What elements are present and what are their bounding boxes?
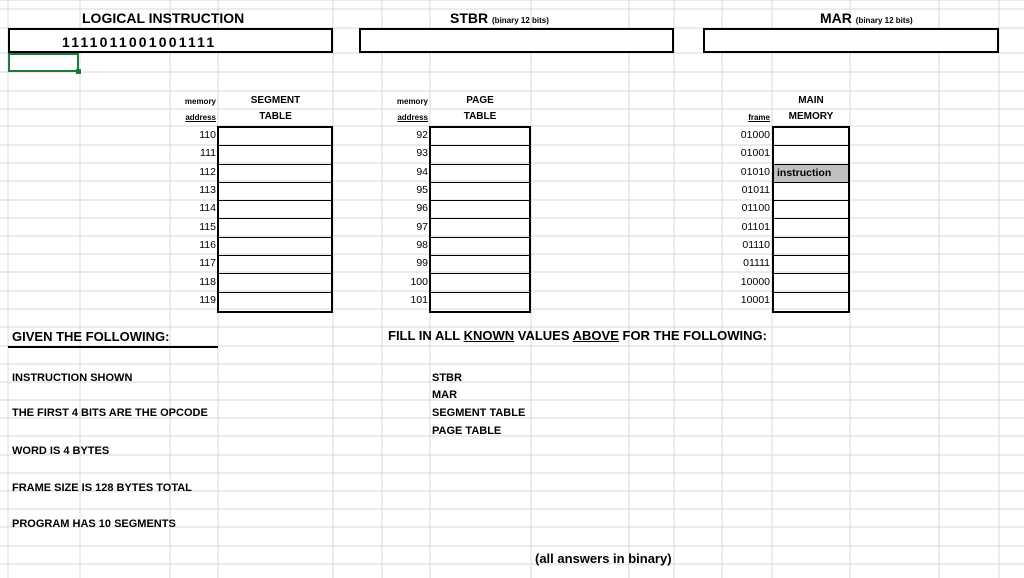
segment-address-8: 117 [199,257,216,270]
frame-number-1: 01000 [740,129,770,142]
given-title: GIVEN THE FOLLOWING: [12,329,170,344]
segment-table-cell-2[interactable] [219,146,331,164]
page-table-cell-9[interactable] [431,274,529,292]
stbr-title [450,10,549,26]
stbr-title-note: (binary 12 bits) [492,16,549,25]
fill-in-item-page-table: PAGE TABLE [432,425,502,437]
main-memory-cell-8[interactable] [774,256,848,274]
main-memory-cell-10[interactable] [774,293,848,311]
given-item-2: THE FIRST 4 BITS ARE THE OPCODE [12,407,208,419]
frame-number-7: 01110 [742,238,770,251]
logical-instruction-value: 1111011001001111 [62,34,217,50]
main-memory-cell-5[interactable] [774,201,848,219]
fill-in-text-2: VALUES [514,328,573,343]
mar-title [820,10,913,26]
page-table [429,126,531,313]
page-table-cell-6[interactable] [431,219,529,237]
main-memory-title-2: MEMORY [788,111,834,122]
page-address-6: 97 [416,220,428,233]
segment-address-3: 112 [199,165,216,178]
segment-address-7: 116 [199,238,216,251]
segment-address-column [170,126,218,309]
segment-address-2: 111 [200,147,216,160]
fill-in-item-stbr: STBR [432,372,462,384]
fill-in-text-1: FILL IN ALL [388,328,464,343]
page-address-10: 101 [410,293,428,306]
logical-instruction-title: LOGICAL INSTRUCTION [82,10,245,26]
given-item-4: FRAME SIZE IS 128 BYTES TOTAL [12,482,192,494]
main-memory-title-1: MAIN [798,95,824,106]
fill-in-instructions [388,328,767,343]
page-col-header-address: address [397,113,428,122]
given-title-underline [8,346,218,348]
fill-in-above: ABOVE [572,328,619,343]
main-memory-table [772,126,850,313]
page-address-column [382,126,430,309]
segment-address-5: 114 [199,202,216,215]
segment-address-10: 119 [199,293,216,306]
fill-in-known: KNOWN [463,328,515,343]
stbr-title-label: STBR [450,10,489,26]
frame-number-3: 01010 [740,165,770,178]
mar-title-note: (binary 12 bits) [855,16,913,25]
page-table-cell-8[interactable] [431,256,529,274]
logical-instruction-box[interactable] [8,28,333,53]
segment-table-title-1: SEGMENT [250,95,301,106]
fill-in-text-3: FOR THE FOLLOWING: [618,328,767,343]
page-address-9: 100 [410,275,428,288]
page-table-cell-4[interactable] [431,183,529,201]
segment-table-title-2: TABLE [259,111,292,122]
segment-col-header-address: address [185,113,216,122]
segment-table-cell-8[interactable] [219,256,331,274]
frame-number-5: 01100 [741,202,770,215]
frame-number-9: 10000 [740,275,770,288]
frame-number-6: 01101 [741,220,770,233]
frame-number-10: 10001 [740,293,770,306]
page-table-cell-10[interactable] [431,293,529,311]
main-memory-col-header-frame: frame [748,113,770,122]
main-memory-cell-7[interactable] [774,238,848,256]
segment-table-cell-3[interactable] [219,165,331,183]
page-table-cell-2[interactable] [431,146,529,164]
segment-table-cell-1[interactable] [219,128,331,146]
page-address-5: 96 [416,202,428,215]
given-item-1: INSTRUCTION SHOWN [12,372,133,384]
mar-box[interactable] [703,28,999,53]
page-address-7: 98 [416,238,428,251]
given-item-5: PROGRAM HAS 10 SEGMENTS [12,518,176,530]
page-address-4: 95 [416,184,428,197]
page-table-title-1: PAGE [466,95,494,106]
frame-number-2: 01001 [740,147,770,160]
mar-title-label: MAR [820,10,852,26]
frame-number-8: 01111 [743,257,770,270]
page-table-title-2: TABLE [463,111,497,122]
footer-note: (all answers in binary) [535,551,672,566]
main-memory-cell-2[interactable] [774,146,848,164]
page-col-header-memory: memory [396,97,428,106]
page-address-8: 99 [416,257,428,270]
main-memory-cell-9[interactable] [774,274,848,292]
active-cell-selection[interactable] [8,53,79,72]
segment-col-header-memory: memory [184,97,216,106]
frame-number-4: 01011 [741,184,770,197]
segment-table-cell-4[interactable] [219,183,331,201]
page-address-3: 94 [416,165,428,178]
segment-address-1: 110 [199,129,216,142]
fill-in-item-mar: MAR [432,389,458,401]
fill-in-item-segment-table: SEGMENT TABLE [432,407,526,419]
segment-table-cell-7[interactable] [219,238,331,256]
page-table-cell-5[interactable] [431,201,529,219]
page-address-2: 93 [416,147,428,160]
segment-table-cell-6[interactable] [219,219,331,237]
frame-column [722,126,772,309]
stbr-box[interactable] [359,28,674,53]
segment-table-cell-9[interactable] [219,274,331,292]
main-memory-cell-4[interactable] [774,183,848,201]
main-memory-cell-1[interactable] [774,128,848,146]
given-item-3: WORD IS 4 BYTES [12,445,110,457]
main-memory-cell-6[interactable] [774,219,848,237]
main-memory-instruction-cell[interactable]: instruction [774,165,848,183]
page-address-1: 92 [416,129,428,142]
segment-table-cell-10[interactable] [219,293,331,311]
page-table-cell-7[interactable] [431,238,529,256]
page-table-cell-3[interactable] [431,165,529,183]
segment-table [217,126,333,313]
segment-table-cell-5[interactable] [219,201,331,219]
segment-address-6: 115 [199,220,216,233]
page-table-cell-1[interactable] [431,128,529,146]
segment-address-4: 113 [199,184,216,197]
segment-address-9: 118 [199,275,216,288]
